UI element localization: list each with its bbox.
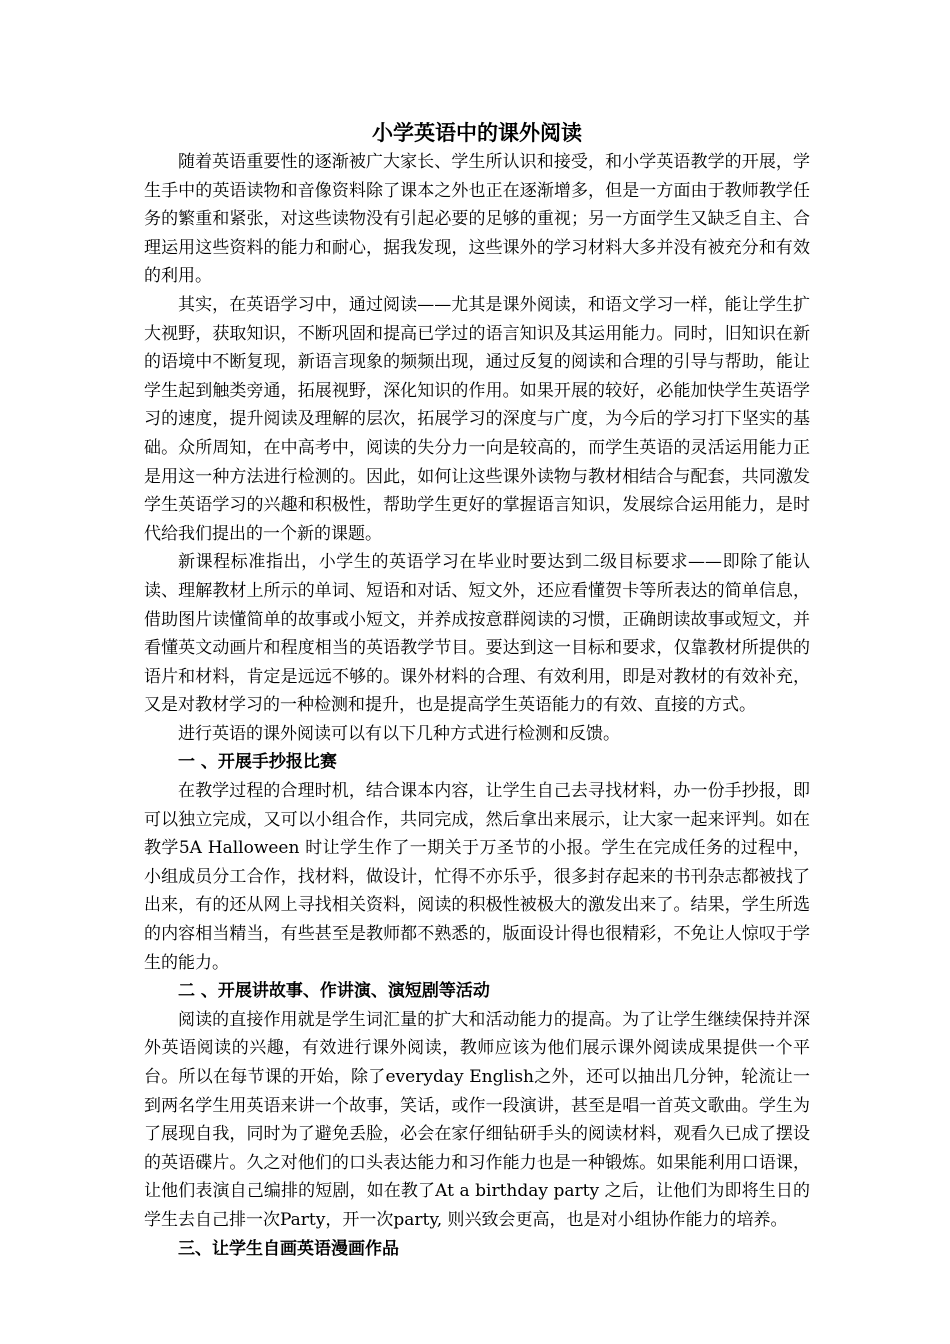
methods-intro-paragraph: 进行英语的课外阅读可以有以下几种方式进行检测和反馈。 (178, 723, 620, 744)
section-2-paragraph: 阅读的直接作用就是学生词汇量的扩大和活动能力的提高。为了让学生继续保持并深外英语阅读的兴趣，有效进行课外阅读，教师应该为他们展示课外阅读成果提供一个平台。所以在每节课的开始，除了everyday English之外，还可以抽出几分钟，轮流让一到两名学生用英语来讲一个故事，笑话，或作一段演讲，甚至是唱一首英文歌曲。学生为了展现自我，同时为了避免丢脸，必会在家仔细钻研手头的阅读材料，观看久已成了摆设的英语碟片。久之对他们的口头表达能力和习作能力也是一种锻炼。如果能利用口语课，让他们表演自己编排的短剧，如在教了At a birthday party 之后，让他们为即将生日的学生去自己排一次Party，开一次party, 则兴致会更高，也是对小组协作能力的培养。 (144, 1009, 810, 1230)
section-1-paragraph: 在教学过程的合理时机，结合课本内容，让学生自己去寻找材料，办一份手抄报，即可以独立完成，又可以小组合作，共同完成，然后拿出来展示，让大家一起来评判。如在教学5A Halloween 时让学生作了一期关于万圣节的小报。学生在完成任务的过程中，小组成员分工合作，找材料，做设计，忙得不亦乐乎，很多封存起来的书刊杂志都被找了出来，有的还从网上寻找相关资料，阅读的积极性被极大的激发出来了。结果，学生所选的内容相当精当，有些甚至是教师都不熟悉的，版面设计得也很精彩，不免让人惊叹于学生的能力。 (144, 781, 810, 973)
section-3-heading: 三、让学生自画英语漫画作品 (178, 1238, 399, 1259)
section-2-heading: 二 、开展讲故事、作讲演、演短剧等活动 (178, 981, 490, 1002)
curriculum-standard-paragraph: 新课程标准指出，小学生的英语学习在毕业时要达到二级目标要求——即除了能认读、理解教材上所示的单词、短语和对话、短文外，还应看懂贺卡等所表达的简单信息，借助图片读懂简单的故事或小短文，并养成按意群阅读的习惯，正确朗读故事或短文，并看懂英文动画片和程度相当的英语教学节目。要达到这一目标和要求，仅靠教材所提供的语片和材料，肯定是远远不够的。课外材料的合理、有效利用，即是对教材的有效补充，又是对教材学习的一种检测和提升，也是提高学生英语能力的有效、直接的方式。 (144, 552, 810, 716)
section-1-heading: 一 、开展手抄报比赛 (178, 752, 337, 773)
document-page (144, 118, 810, 1263)
intro-paragraph: 随着英语重要性的逐渐被广大家长、学生所认识和接受，和小学英语教学的开展，学生手中的英语读物和音像资料除了课本之外也正在逐渐增多，但是一方面由于教师教学任务的繁重和紧张，对这些读物没有引起必要的足够的重视；另一方面学生又缺乏自主、合理运用这些资料的能力和耐心，据我发现，这些课外的学习材料大多并没有被充分和有效的利用。 (144, 152, 810, 287)
reading-importance-paragraph: 其实，在英语学习中，通过阅读——尤其是课外阅读，和语文学习一样，能让学生扩大视野，获取知识，不断巩固和提高已学过的语言知识及其运用能力。同时，旧知识在新的语境中不断复现，新语言现象的频频出现，通过反复的阅读和合理的引导与帮助，能让学生起到触类旁通，拓展视野，深化知识的作用。如果开展的较好，必能加快学生英语学习的速度，提升阅读及理解的层次，拓展学习的深度与广度，为今后的学习打下坚实的基础。众所周知，在中高考中，阅读的失分力一向是较高的，而学生英语的灵活运用能力正是用这一种方法进行检测的。因此，如何让这些课外读物与教材相结合与配套，共同激发学生英语学习的兴趣和积极性，帮助学生更好的掌握语言知识，发展综合运用能力，是时代给我们提出的一个新的课题。 (144, 294, 810, 544)
document-title: 小学英语中的课外阅读 (372, 121, 582, 145)
